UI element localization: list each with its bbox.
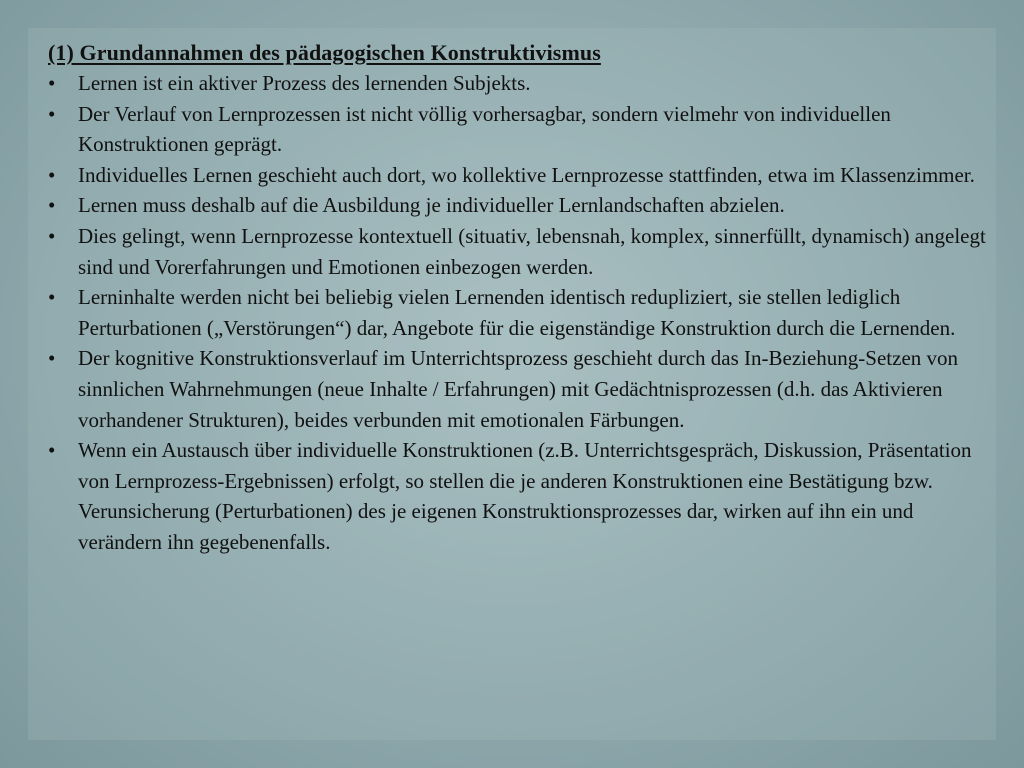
bullet-item <box>48 221 988 282</box>
bullet-text: Der Verlauf von Lernprozessen ist nicht völlig vorhersagbar, sondern vielmehr von individuellen Konstruktionen geprägt. <box>78 101 891 157</box>
bullet-text: Individuelles Lernen geschieht auch dort, wo kollektive Lernprozesse stattfinden, etwa im Klassenzimmer. <box>78 162 975 187</box>
bullet-icon: • <box>48 193 56 218</box>
bullet-text: Lerninhalte werden nicht bei beliebig vielen Lernenden identisch redupliziert, sie stellen lediglich Perturbationen („Verstörungen“) dar, Angebote für die eigenständige Konstruktion durch die Lernenden. <box>78 285 956 340</box>
bullet-icon: • <box>48 162 56 187</box>
bullet-text: Dies gelingt, wenn Lernprozesse kontextuell (situativ, lebensnah, komplex, sinnerfüllt, dynamisch) angelegt sind und Vorerfahrungen und Emotionen einbezogen werden. <box>78 223 986 279</box>
bullet-icon: • <box>48 438 56 463</box>
bullet-item <box>48 190 988 221</box>
bullet-icon: • <box>48 223 56 248</box>
bullet-text: Wenn ein Austausch über individuelle Konstruktionen (z.B. Unterrichtsgespräch, Diskussion, Präsentation von Lernprozess-Ergebnissen) erfolgt, so stellen die je anderen Konstruktionen eine Bestätigung bzw. Verunsicherung (Perturbationen) des je eigenen Konstruktionsprozesses dar, wirken auf ihn ein und verändern ihn gegebenenfalls. <box>78 438 972 554</box>
bullet-item <box>48 435 988 557</box>
bullet-icon: • <box>48 346 56 371</box>
bullet-item <box>48 282 988 343</box>
bullet-list <box>48 68 988 558</box>
bullet-text: Lernen ist ein aktiver Prozess des lernenden Subjekts. <box>78 71 531 95</box>
bullet-item <box>48 160 988 191</box>
bullet-text: Der kognitive Konstruktionsverlauf im Unterrichtsprozess geschieht durch das In-Beziehung-Setzen von sinnlichen Wahrnehmungen (neue Inhalte / Erfahrungen) mit Gedächtnisprozessen (d.h. das Aktivieren vorhandener Strukturen), beides verbunden mit emotionalen Färbungen. <box>78 346 959 432</box>
slide-content <box>48 37 988 558</box>
slide-title: (1) Grundannahmen des pädagogischen Konstruktivismus <box>48 40 601 65</box>
bullet-item <box>48 99 988 160</box>
bullet-icon: • <box>48 101 56 126</box>
bullet-icon: • <box>48 285 56 310</box>
bullet-item <box>48 68 988 99</box>
bullet-text: Lernen muss deshalb auf die Ausbildung je individueller Lernlandschaften abzielen. <box>78 193 785 218</box>
bullet-icon: • <box>48 71 56 95</box>
bullet-item <box>48 343 988 435</box>
